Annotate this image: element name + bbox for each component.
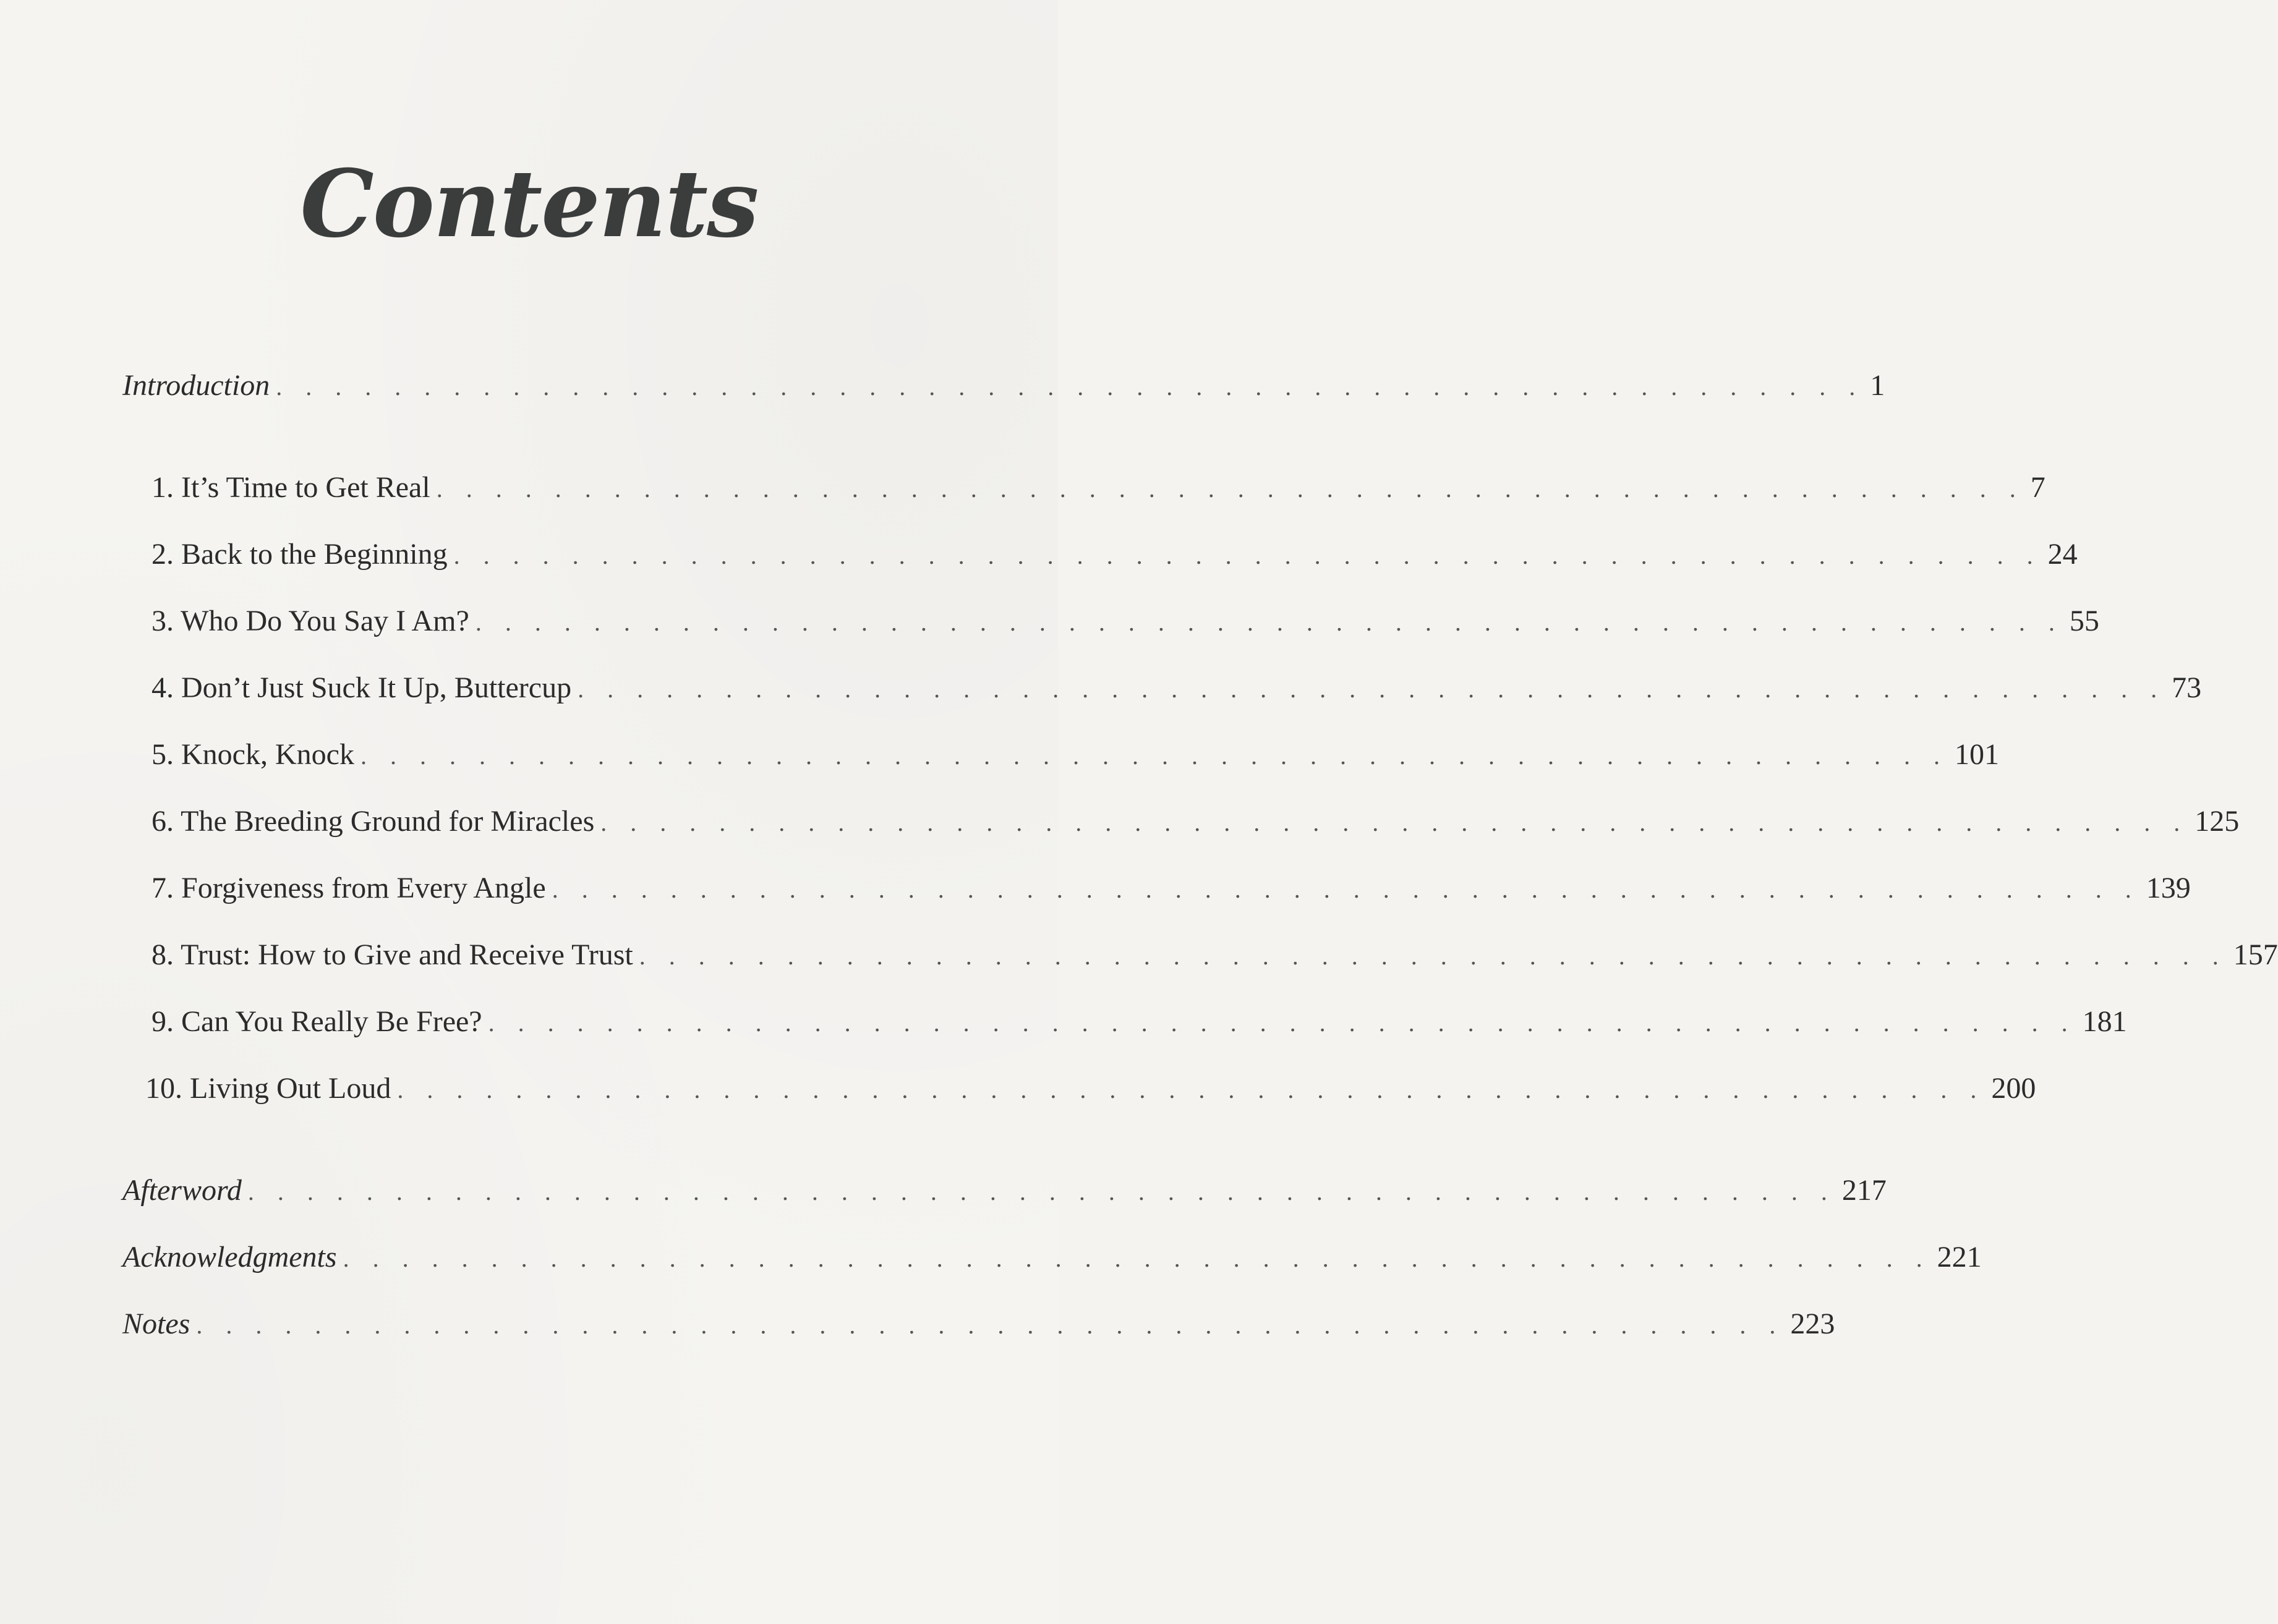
toc-entry-label: 10. Living Out Loud — [145, 1072, 391, 1105]
leader-dots: . . . . . . . . . . . . . . . . . . . . . . . . . . . . . . . . . . . . . . . . . . . . . . . . . . . . . . — [276, 373, 1864, 401]
toc-entry-label: 6. The Breeding Ground for Miracles — [151, 805, 595, 838]
leader-dots: . . . . . . . . . . . . . . . . . . . . . . . . . . . . . . . . . . . . . . . . . . . . . . . . . . . . . . — [453, 542, 2042, 569]
toc-entry-label: 4. Don’t Just Suck It Up, Buttercup — [151, 671, 572, 704]
toc-entry-chapter-10[interactable] — [145, 1072, 2036, 1105]
leader-dots: . . . . . . . . . . . . . . . . . . . . . . . . . . . . . . . . . . . . . . . . . . . . . . . . . . . . . . — [247, 1178, 1836, 1205]
toc-entry-page: 1 — [1870, 369, 1885, 402]
toc-entry-label: 9. Can You Really Be Free? — [151, 1005, 482, 1038]
page-title: Contents — [300, 150, 758, 258]
toc-entry-page: 125 — [2195, 805, 2240, 838]
leader-dots: . . . . . . . . . . . . . . . . . . . . . . . . . . . . . . . . . . . . . . . . . . . . . . . . . . . . . . — [552, 875, 2140, 903]
toc-entry-chapter-7[interactable] — [151, 872, 2191, 904]
toc-entry-page: 73 — [2172, 671, 2202, 704]
toc-entry-page: 24 — [2047, 538, 2078, 571]
toc-entry-chapter-4[interactable] — [151, 671, 2202, 704]
toc-entry-label: 7. Forgiveness from Every Angle — [151, 872, 546, 904]
toc-entry-label: 1. It’s Time to Get Real — [151, 471, 430, 504]
toc-entry-chapter-8[interactable] — [151, 938, 2278, 971]
toc-entry-page: 221 — [1937, 1241, 1982, 1273]
toc-entry-page: 7 — [2030, 471, 2046, 504]
toc-entry-label: Introduction — [122, 369, 270, 402]
toc-entry-label: Afterword — [122, 1174, 242, 1207]
leader-dots: . . . . . . . . . . . . . . . . . . . . . . . . . . . . . . . . . . . . . . . . . . . . . . . . . . . . . . — [436, 475, 2024, 503]
leader-dots: . . . . . . . . . . . . . . . . . . . . . . . . . . . . . . . . . . . . . . . . . . . . . . . . . . . . . . — [196, 1311, 1785, 1339]
leader-dots: . . . . . . . . . . . . . . . . . . . . . . . . . . . . . . . . . . . . . . . . . . . . . . . . . . . . . . — [475, 608, 2063, 636]
toc-entry-notes[interactable] — [122, 1307, 1835, 1340]
toc-entry-chapter-5[interactable] — [151, 738, 1999, 771]
toc-entry-chapter-2[interactable] — [151, 538, 2078, 571]
toc-entry-introduction[interactable] — [122, 369, 1885, 402]
toc-entry-chapter-9[interactable] — [151, 1005, 2127, 1038]
toc-entry-label: Acknowledgments — [122, 1241, 337, 1273]
toc-entry-page: 157 — [2233, 938, 2278, 971]
toc-entry-chapter-3[interactable] — [151, 605, 2099, 637]
leader-dots: . . . . . . . . . . . . . . . . . . . . . . . . . . . . . . . . . . . . . . . . . . . . . . . . . . . . . . — [488, 1009, 2076, 1037]
toc-entry-acknowledgments[interactable] — [122, 1241, 1982, 1273]
leader-dots: . . . . . . . . . . . . . . . . . . . . . . . . . . . . . . . . . . . . . . . . . . . . . . . . . . . . . . — [397, 1076, 1986, 1103]
leader-dots: . . . . . . . . . . . . . . . . . . . . . . . . . . . . . . . . . . . . . . . . . . . . . . . . . . . . . . — [600, 809, 2189, 836]
toc-entry-page: 101 — [1954, 738, 1999, 771]
toc-entry-chapter-6[interactable] — [151, 805, 2240, 838]
toc-entry-chapter-1[interactable] — [151, 471, 2046, 504]
toc-entry-label: 8. Trust: How to Give and Receive Trust — [151, 938, 633, 971]
toc-entry-afterword[interactable] — [122, 1174, 1887, 1207]
toc-entry-page: 139 — [2146, 872, 2191, 904]
leader-dots: . . . . . . . . . . . . . . . . . . . . . . . . . . . . . . . . . . . . . . . . . . . . . . . . . . . . . . — [343, 1244, 1931, 1272]
toc-entry-label: Notes — [122, 1307, 190, 1340]
leader-dots: . . . . . . . . . . . . . . . . . . . . . . . . . . . . . . . . . . . . . . . . . . . . . . . . . . . . . . — [578, 675, 2166, 703]
leader-dots: . . . . . . . . . . . . . . . . . . . . . . . . . . . . . . . . . . . . . . . . . . . . . . . . . . . . . . — [360, 742, 1948, 770]
toc-entry-page: 200 — [1991, 1072, 2036, 1105]
toc-entry-page: 223 — [1790, 1307, 1835, 1340]
leader-dots: . . . . . . . . . . . . . . . . . . . . . . . . . . . . . . . . . . . . . . . . . . . . . . . . . . . . . . — [639, 942, 2227, 970]
toc-entry-page: 181 — [2082, 1005, 2127, 1038]
toc-entry-label: 5. Knock, Knock — [151, 738, 354, 771]
toc-entry-page: 55 — [2069, 605, 2099, 637]
toc-entry-label: 2. Back to the Beginning — [151, 538, 448, 571]
toc-entry-page: 217 — [1841, 1174, 1887, 1207]
toc-entry-label: 3. Who Do You Say I Am? — [151, 605, 469, 637]
